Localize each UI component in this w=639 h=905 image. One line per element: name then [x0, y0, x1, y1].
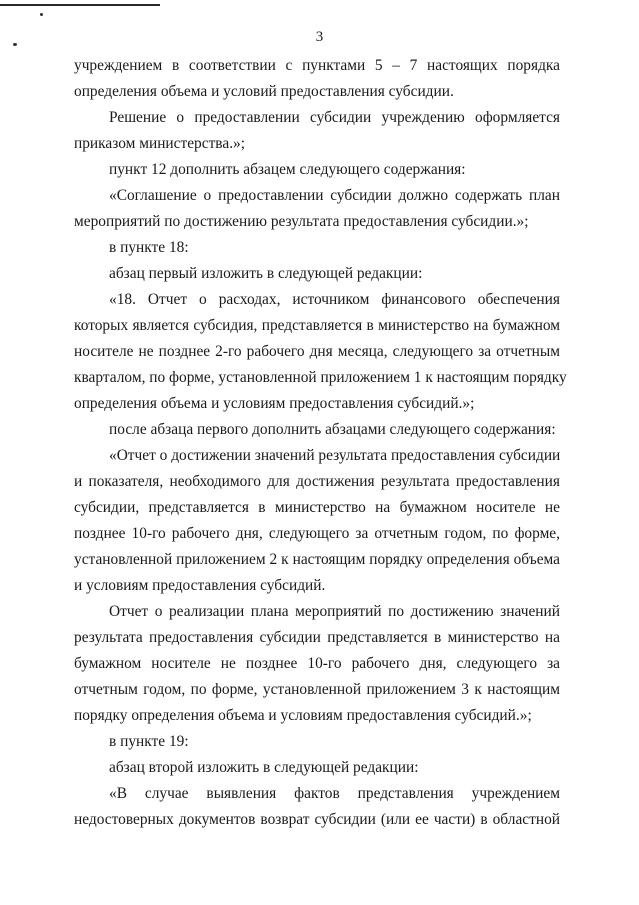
- text-line: «Соглашение о предоставлении субсидии должно содержать план: [109, 187, 560, 204]
- text-line: позднее 10-го рабочего дня, следующего за отчетным годом, по форме,: [74, 525, 560, 542]
- text-line: «Отчет о достижении значений результата предоставления субсидии: [109, 447, 561, 464]
- text-line: «18. Отчет о расходах, источником финансового обеспечения: [109, 291, 560, 308]
- text-line: порядку определения объема и условиям предоставления субсидий.»;: [74, 707, 532, 724]
- text-line: кварталом, по форме, установленной приложением 1 к настоящим порядку: [74, 369, 567, 386]
- text-line: отчетным годом, по форме, установленной приложением 3 к настоящим: [74, 681, 560, 698]
- text-line: после абзаца первого дополнить абзацами следующего содержания:: [109, 421, 556, 438]
- page-number: 3: [315, 29, 324, 45]
- text-line: носителе не позднее 2-го рабочего дня месяца, следующего за отчетным: [74, 343, 560, 360]
- text-line: определения объема и условий предоставления субсидии.: [74, 83, 454, 100]
- text-line: субсидии, представляется в министерство на бумажном носителе не: [74, 499, 560, 516]
- text-line: в пункте 19:: [109, 733, 189, 750]
- text-line: «В случае выявления фактов представления учреждением: [109, 785, 560, 802]
- text-line: Отчет о реализации плана мероприятий по достижению значений: [109, 603, 560, 620]
- text-line: приказом министерства.»;: [74, 135, 246, 152]
- text-line: бумажном носителе не позднее 10-го рабочего дня, следующего за: [74, 655, 560, 672]
- text-line: недостоверных документов возврат субсидии (или ее части) в областной: [74, 811, 560, 828]
- text-line: абзац второй изложить в следующей редакции:: [109, 759, 419, 776]
- scan-rule: [0, 4, 160, 6]
- text-line: Решение о предоставлении субсидии учреждению оформляется: [109, 109, 560, 126]
- text-line: которых является субсидия, представляется в министерство на бумажном: [74, 317, 560, 334]
- text-line: в пункте 18:: [109, 239, 189, 256]
- text-line: и показателя, необходимого для достижения результата предоставления: [74, 473, 560, 490]
- text-line: установленной приложением 2 к настоящим порядку определения объема: [74, 551, 560, 568]
- text-line: пункт 12 дополнить абзацем следующего содержания:: [109, 161, 466, 178]
- text-line: абзац первый изложить в следующей редакции:: [109, 265, 423, 282]
- text-line: результата предоставления субсидии представляется в министерство на: [74, 629, 560, 646]
- text-line: мероприятий по достижению результата предоставления субсидии.»;: [74, 213, 529, 230]
- text-line: учреждением в соответствии с пунктами 5 – 7 настоящих порядка: [74, 57, 560, 74]
- scan-speck: [40, 13, 43, 16]
- text-line: определения объема и условиям предоставления субсидий.»;: [74, 395, 475, 412]
- text-line: и условиям предоставления субсидий.: [74, 577, 326, 594]
